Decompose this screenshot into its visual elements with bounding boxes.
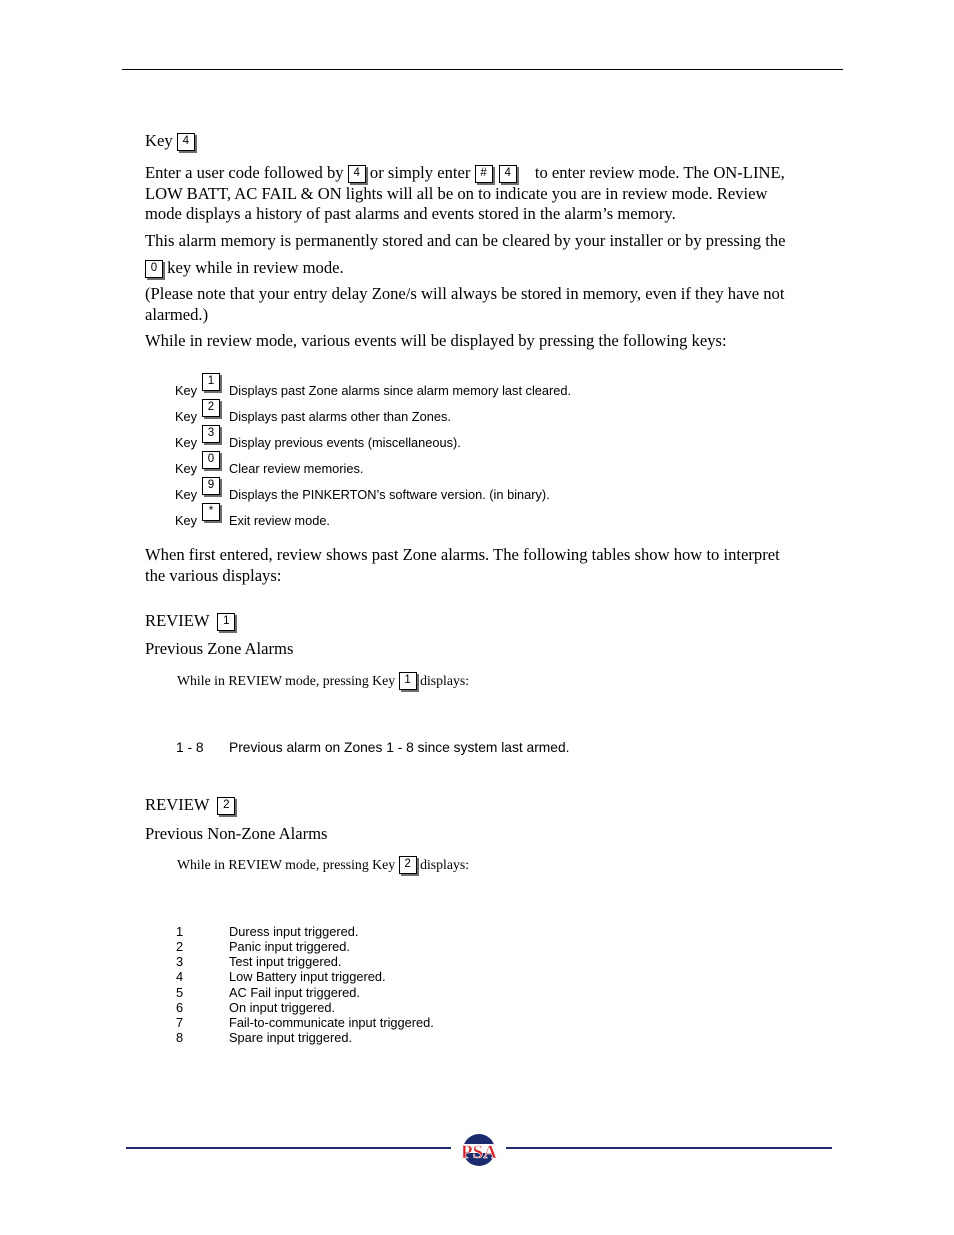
intro-part3: to enter review mode. The ON-LINE, — [534, 163, 785, 182]
intro-line3: mode displays a history of past alarms and events stored in the alarm’s memory. — [145, 204, 676, 223]
key-2-icon: 2 — [217, 797, 235, 815]
review-1-heading: REVIEW 1 — [145, 611, 235, 632]
key-0-icon: 0 — [145, 260, 163, 278]
review-2-pressing: While in REVIEW mode, pressing Key 2 displays: — [177, 857, 470, 872]
key-9-icon: 9 — [202, 477, 220, 495]
review-2-heading: REVIEW 2 — [145, 795, 235, 816]
note-line2: alarmed.) — [145, 304, 209, 324]
memory-line1: This alarm memory is permanently stored and can be cleared by your installer or by pressing the — [145, 231, 786, 250]
heading-label: Key — [145, 131, 173, 150]
review-1-pressing: While in REVIEW mode, pressing Key 1 displays: — [177, 673, 470, 688]
key-2-icon: 2 — [399, 856, 417, 874]
first-entered-line1: When first entered, review shows past Zone alarms. The following tables show how to interpret — [145, 545, 780, 564]
key-3-icon: 3 — [202, 425, 220, 443]
psa-logo-text: PSA — [461, 1142, 497, 1163]
key-4-icon: 4 — [499, 165, 517, 183]
key-star-icon: * — [202, 503, 220, 521]
footer-rule-right — [506, 1147, 832, 1149]
memory-line2: key while in review mode. — [167, 257, 344, 277]
intro-line2: LOW BATT, AC FAIL & ON lights will all be on to indicate you are in review mode. Review — [145, 183, 768, 203]
key-0-icon: 0 — [202, 451, 220, 469]
first-entered-line2: the various displays: — [145, 565, 282, 585]
key-1-icon: 1 — [202, 373, 220, 391]
header-rule — [122, 69, 843, 70]
while-review-text: While in review mode, various events will be displayed by pressing the following keys: — [145, 331, 727, 350]
key-1-icon: 1 — [399, 672, 417, 690]
key-hash-icon: # — [475, 165, 493, 183]
section-heading — [145, 131, 195, 152]
note-paragraph — [145, 284, 835, 325]
key-4-icon: 4 — [177, 133, 195, 151]
review-2-subtitle: Previous Non-Zone Alarms — [145, 824, 328, 843]
psa-logo — [458, 1132, 500, 1168]
first-entered-paragraph — [145, 545, 835, 586]
key-4-icon: 4 — [348, 165, 366, 183]
intro-part2: or simply enter — [369, 163, 471, 182]
memory-paragraph — [145, 231, 835, 278]
key-1-icon: 1 — [217, 613, 235, 631]
intro-part1: Enter a user code followed by — [145, 163, 344, 182]
intro-paragraph — [145, 163, 835, 225]
note-line1: (Please note that your entry delay Zone/s will always be stored in memory, even if they have not — [145, 284, 785, 303]
key-2-icon: 2 — [202, 399, 220, 417]
footer-rule-left — [126, 1147, 451, 1149]
review-1-subtitle: Previous Zone Alarms — [145, 639, 294, 658]
